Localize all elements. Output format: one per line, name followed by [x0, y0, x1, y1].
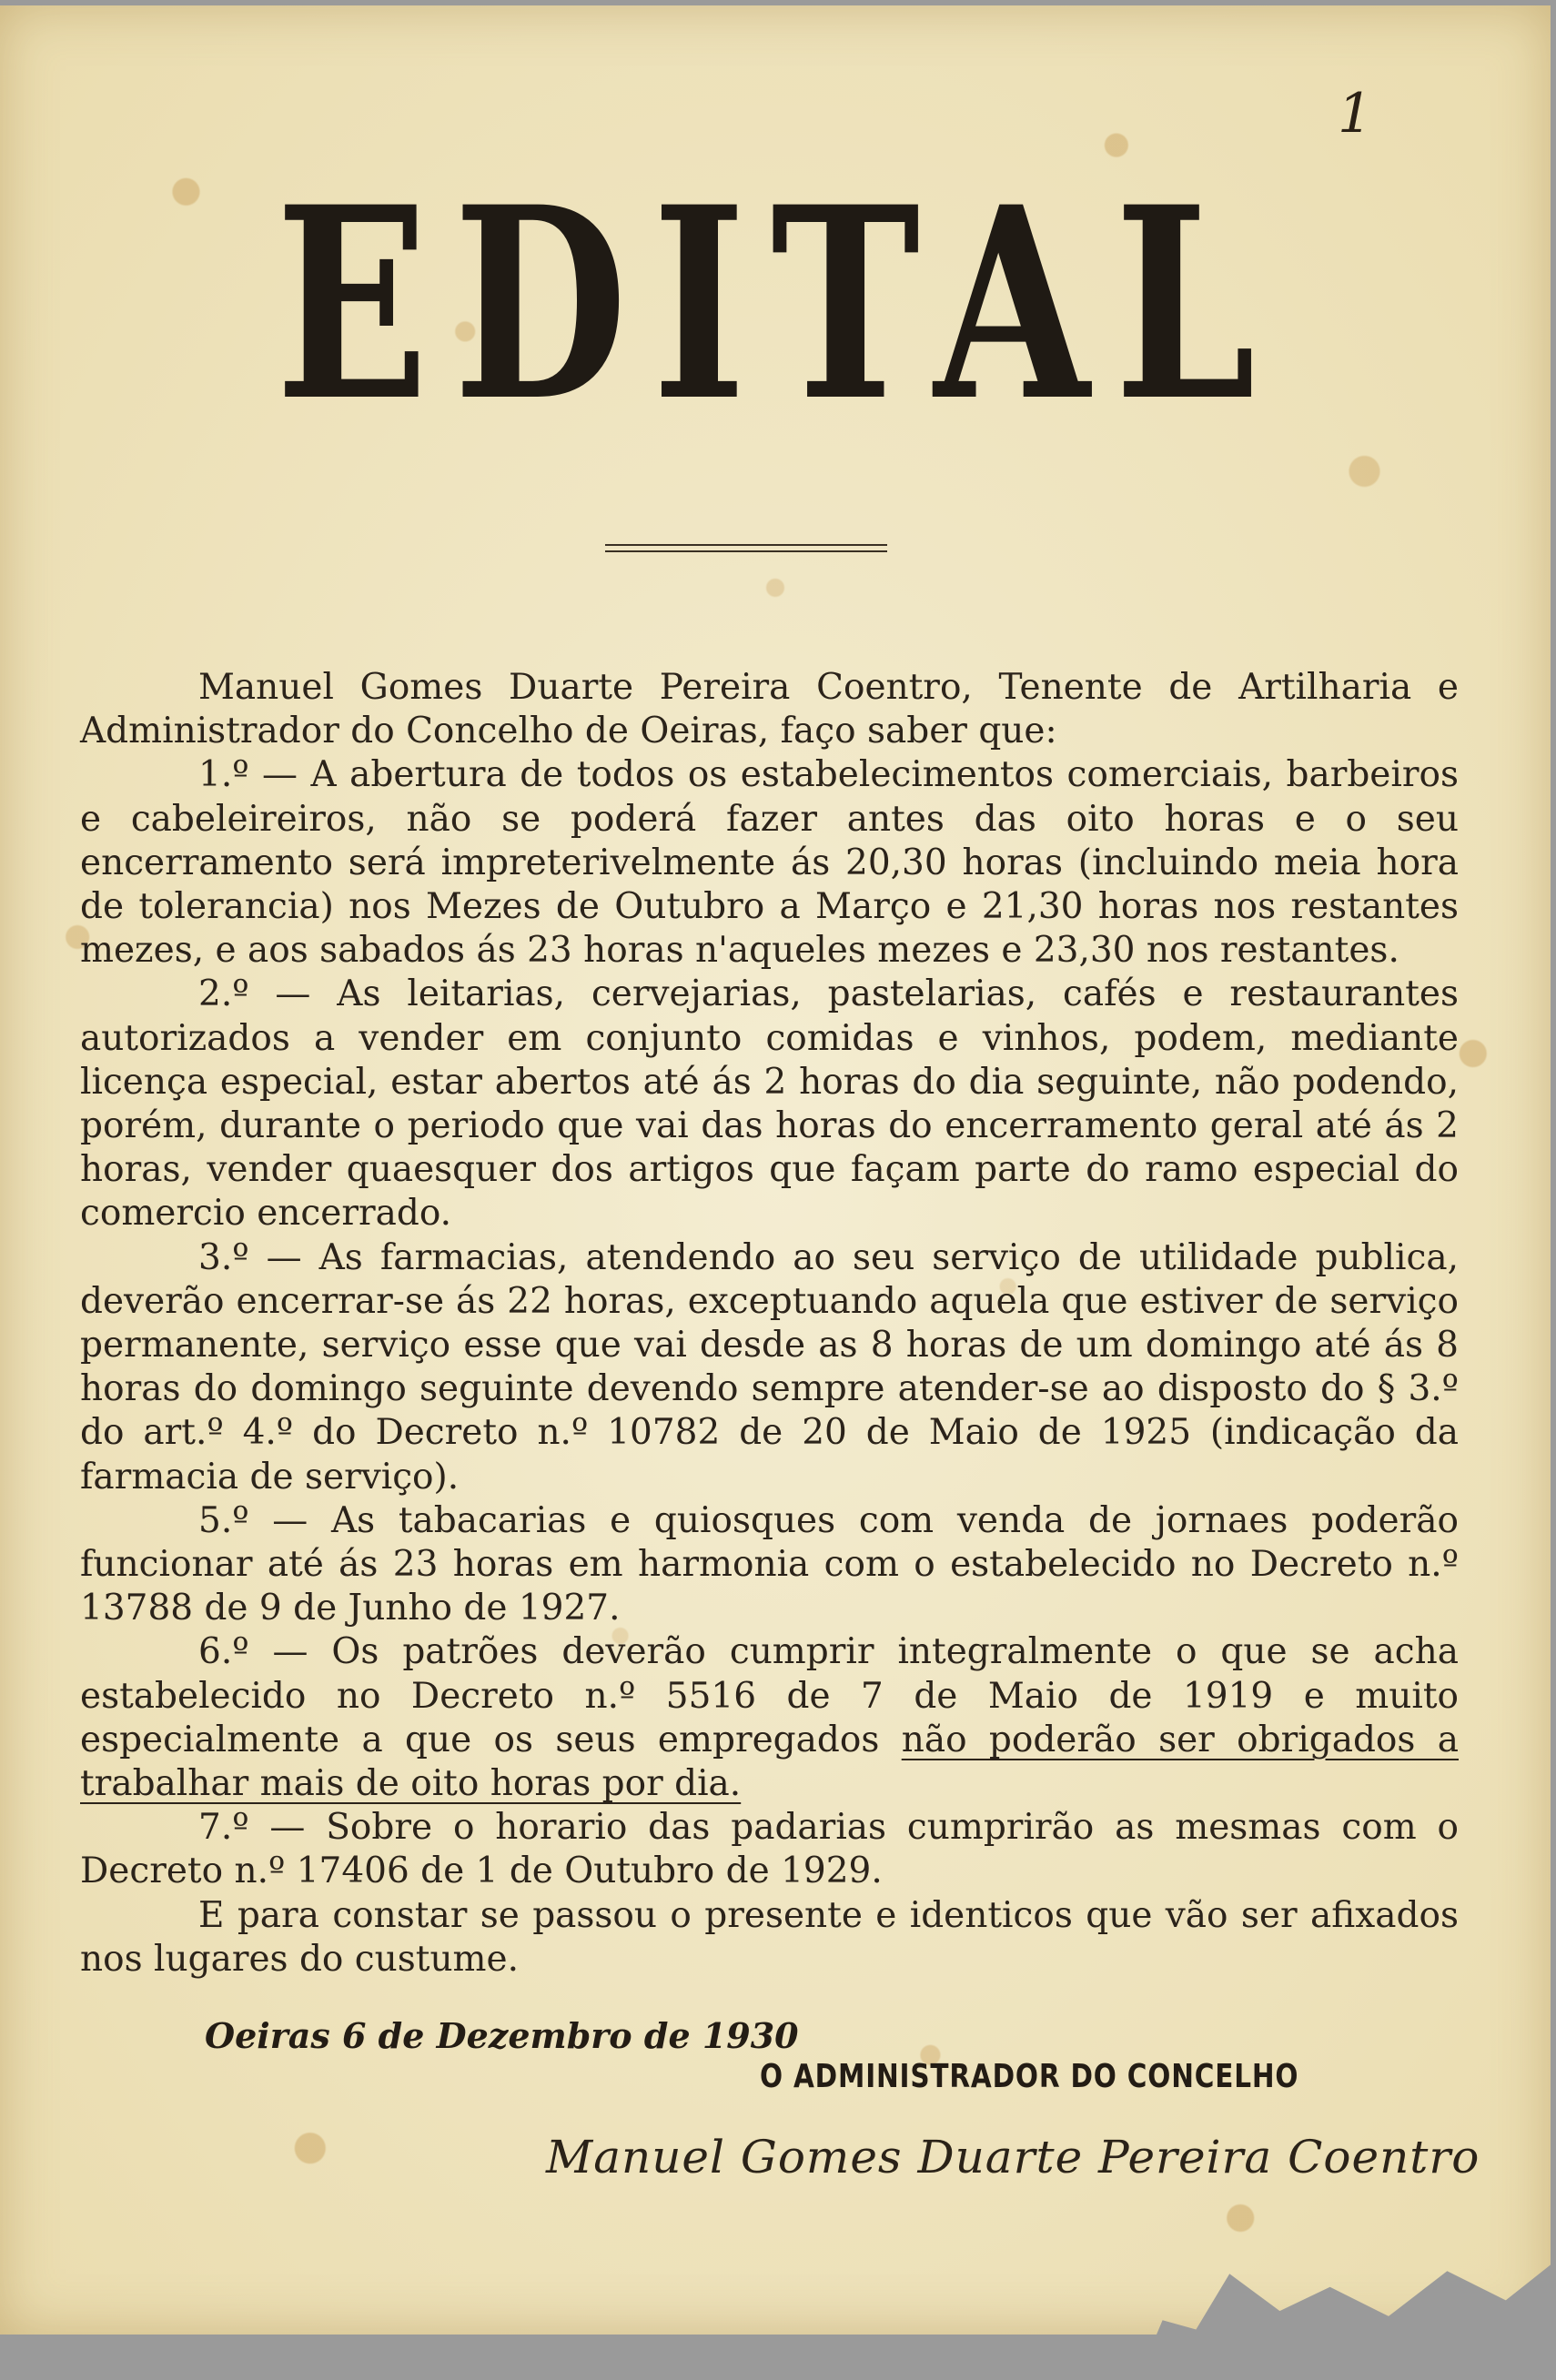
signature-name: Manuel Gomes Duarte Pereira Coentro — [546, 2131, 1480, 2183]
signature-title: O ADMINISTRADOR DO CONCELHO — [760, 2058, 1299, 2095]
place-date: Oeiras 6 de Dezembro de 1930 — [205, 2015, 799, 2056]
paragraph-6 — [80, 1630, 1459, 1806]
paragraph-7: 7.º — Sobre o horario das padarias cumprirão as mesmas com o Decreto n.º 17406 de 1 de Outubro de 1929. — [80, 1807, 1459, 1892]
paragraph-5: 5.º — As tabacarias e quiosques com venda de jornaes poderão funcionar até ás 23 horas em harmonia com o estabelecido no Decreto n.º 13788 de 9 de Junho de 1927. — [80, 1499, 1459, 1629]
paragraph-6-underlined: não poderão ser obrigados a trabalhar mais de oito horas por dia. — [80, 1719, 1459, 1805]
paragraph-2: 2.º — As leitarias, cervejarias, pastelarias, cafés e restaurantes autorizados a vender em conjunto comidas e vinhos, podem, mediante licença especial, estar abertos até ás 2 horas do dia seguinte, não podendo, porém, durante o periodo que vai das horas do encerramento geral até ás 2 horas, vender quaesquer dos artigos que façam parte do ramo especial do comercio encerrado. — [80, 973, 1459, 1235]
page-number: 1 — [1338, 82, 1373, 146]
paragraph-6-text: 6.º — Os patrões deverão cumprir integralmente o que se acha estabelecido no Decreto n.º 5516 de 7 de Maio de 1919 e muito especialmente a que os seus empregados — [80, 1631, 1459, 1760]
title-divider — [605, 544, 887, 552]
paragraph-intro: Manuel Gomes Duarte Pereira Coentro, Tenente de Artilharia e Administrador do Concelho de Oeiras, faço saber que: — [80, 667, 1459, 752]
paragraph-closing: E para constar se passou o presente e identicos que vão ser afixados nos lugares do custume. — [80, 1894, 1459, 1980]
paragraph-1: 1.º — A abertura de todos os estabelecimentos comerciais, barbeiros e cabeleireiros, não se poderá fazer antes das oito horas e o seu encerramento será impreterivelmente ás 20,30 horas (incluindo meia hora de tolerancia) nos Mezes de Outubro a Março e 21,30 horas nos restantes mezes, e aos sabados ás 23 horas n'aqueles mezes e 23,30 nos restantes. — [80, 754, 1459, 972]
document-body — [80, 666, 1459, 1982]
document-title: EDITAL — [275, 150, 1281, 459]
paragraph-3: 3.º — As farmacias, atendendo ao seu serviço de utilidade publica, deverão encerrar-se ás 22 horas, exceptuando aquela que estiver de serviço permanente, serviço esse que vai desde as 8 horas de um domingo até ás 8 horas do domingo seguinte devendo sempre atender-se ao disposto do § 3.º do art.º 4.º do Decreto n.º 10782 de 20 de Maio de 1925 (indicação da farmacia de serviço). — [80, 1236, 1459, 1498]
